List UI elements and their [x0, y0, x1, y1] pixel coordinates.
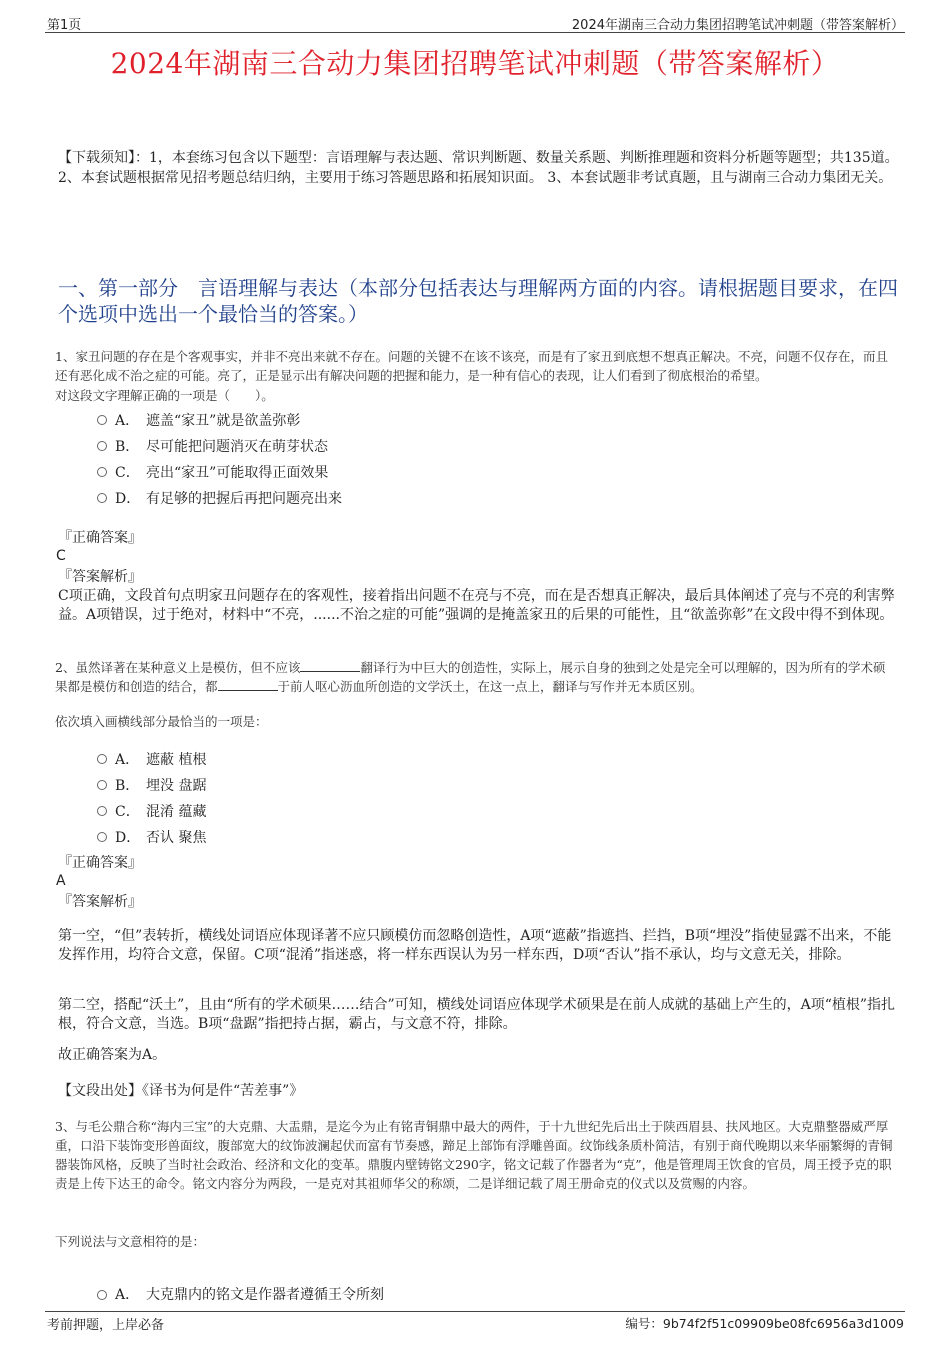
question-2-analysis-blank-1: 第一空，“但”表转折，横线处词语应体现译著不应只顾模仿而忽略创造性，A项“遮蔽”指遮挡、拦挡，B项“埋没”指使显露不出来，不能发挥作用，均符合文意，保留。C项“混淆”指迷惑，将一样东西误认为另一样东西，D项“否认”指不承认，均与文意无关，排除。	[58, 928, 892, 963]
radio-button[interactable]	[97, 1290, 107, 1300]
question-2-stem: 2、虽然译著在某种意义上是模仿，但不应该 翻译行为中巨大的创造性，实际上，展示自身的独到之处是完全可以理解的，因为所有的学术硕果都是模仿和创造的结合，都 于前人呕心沥血所创造的文学沃土，在这一点上，翻译与写作并无本质区别。	[55, 660, 886, 694]
header-divider	[45, 32, 905, 33]
radio-button[interactable]	[97, 780, 107, 790]
question-2-analysis-blank-2: 第二空，搭配“沃土”，且由“所有的学术硕果……结合”可知，横线处词语应体现学术硕果是在前人成就的基础上产生的，A项“植根”指扎根，符合文意，当选。B项“盘踞”指把持占据，霸占，与文意不符，排除。	[58, 997, 896, 1032]
question-3-ask: 下列说法与文意相符的是：	[55, 1234, 206, 1249]
question-1-analysis: C项正确，文段首句点明家丑问题存在的客观性，接着指出问题不在亮与不亮，而在是否想真正解决，最后具体阐述了亮与不亮的利害弊益。A项错误，过于绝对，材料中“不亮，......不治之症的可能”强调的是掩盖家丑的后果的可能性，且“欲盖弥彰”在文段中得不到体现。	[58, 588, 895, 623]
page-title: 2024年湖南三合动力集团招聘笔试冲刺题（带答案解析）	[110, 47, 840, 80]
radio-button[interactable]	[97, 441, 107, 451]
footer-divider	[45, 1311, 905, 1312]
radio-button[interactable]	[97, 754, 107, 764]
radio-button[interactable]	[97, 493, 107, 503]
question-1-answer-label: 『正确答案』	[58, 530, 142, 546]
question-1-stem: 1、家丑问题的存在是个客观事实，并非不亮出来就不存在。问题的关键不在该不该亮，而是有了家丑到底想不想真正解决。不亮，问题不仅存在，而且还有恶化成不治之症的可能。亮了，正是显示出有解决问题的把握和能力，是一种有信心的表现，让人们看到了彻底根治的希望。	[55, 349, 888, 383]
fill-blank-2	[218, 678, 278, 691]
section-heading: 一、第一部分 言语理解与表达（本部分包括表达与理解两方面的内容。请根据题目要求，在四个选项中选出一个最恰当的答案。）	[58, 276, 898, 326]
question-2-ask: 依次填入画横线部分最恰当的一项是：	[55, 714, 268, 729]
page-number: 第1页	[47, 18, 82, 33]
radio-button[interactable]	[97, 832, 107, 842]
question-1-ask: 对这段文字理解正确的一项是（ ）。	[55, 388, 274, 403]
radio-button[interactable]	[97, 415, 107, 425]
header-doc-title: 2024年湖南三合动力集团招聘笔试冲刺题（带答案解析）	[571, 18, 904, 33]
question-2-answer: A	[56, 873, 66, 889]
radio-button[interactable]	[97, 467, 107, 477]
question-2-conclusion: 故正确答案为A。	[58, 1047, 167, 1063]
radio-button[interactable]	[97, 806, 107, 816]
question-1-analysis-label: 『答案解析』	[58, 569, 142, 585]
question-2-analysis-label: 『答案解析』	[58, 894, 142, 910]
question-1-answer: C	[56, 548, 66, 564]
download-notice: 【下载须知】：1，本套练习包含以下题型：言语理解与表达题、常识判断题、数量关系题、判断推理题和资料分析题等题型；共135道。 2、本套试题根据常见招考题总结归纳，主要用于练习答题思路和拓展知识面。 3、本套试题非考试真题，且与湖南三合动力集团无关。	[58, 150, 899, 186]
fill-blank-1	[300, 659, 360, 672]
question-3-stem: 3、与毛公鼎合称“海内三宝”的大克鼎、大盂鼎，是迄今为止有铭青铜鼎中最大的两件，于十九世纪先后出土于陕西眉县、扶风地区。大克鼎整器威严厚重，口沿下装饰变形兽面纹，腹部宽大的纹饰波澜起伏而富有节奏感，蹄足上部饰有浮雕兽面。纹饰线条质朴简洁，有别于商代晚期以来华丽繁缛的青铜器装饰风格，反映了当时社会政治、经济和文化的变革。鼎腹内壁铸铭文290字，铭文记载了作器者为“克”，他是管理周王饮食的官员，周王授予克的职责是上传下达王的命令。铭文内容分为两段，一是克对其祖师华父的称颂，二是详细记载了周王册命克的仪式以及赏赐的内容。	[55, 1119, 893, 1191]
footer-slogan: 考前押题，上岸必备	[47, 1318, 165, 1333]
question-2-answer-label: 『正确答案』	[58, 855, 142, 871]
footer-doc-code: 编号：9b74f2f51c09909be08fc6956a3d1009	[625, 1316, 904, 1331]
question-2-source: 【文段出处】《译书为何是件“苦差事”》	[58, 1083, 304, 1099]
